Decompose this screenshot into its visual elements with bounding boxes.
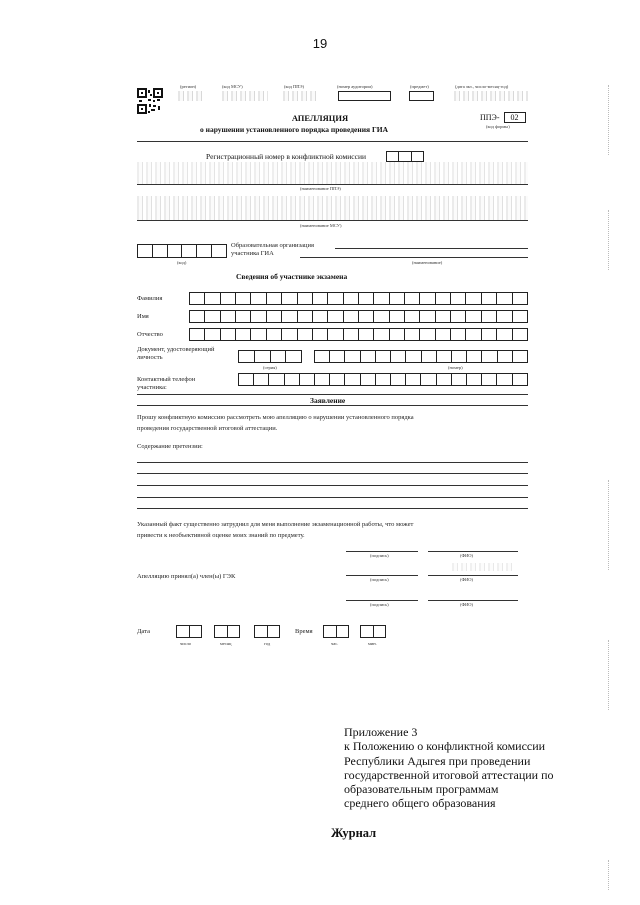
year-caption: год [264, 641, 271, 646]
journal-title: Журнал [331, 826, 377, 840]
claim-line[interactable] [137, 508, 528, 509]
msu-name-field[interactable] [137, 196, 528, 220]
org-label-line2: участника ГИА [231, 250, 274, 257]
signature-caption: (подпись) [370, 602, 389, 607]
appendix-line: Приложение 3 [344, 725, 418, 739]
name-cells[interactable] [189, 310, 528, 323]
scan-mark [608, 210, 611, 270]
minute-caption: мин. [368, 641, 377, 646]
time-hour-cells[interactable] [323, 625, 349, 638]
number-caption: (номер) [448, 365, 463, 370]
hour-caption: час. [331, 641, 339, 646]
room-number-caption: (номер аудитории) [337, 84, 373, 89]
series-caption: (серия) [263, 365, 277, 370]
appendix-line: среднего общего образования [344, 796, 496, 811]
region-caption: (регион) [180, 84, 197, 89]
org-name-line[interactable] [335, 248, 528, 249]
ppe-name-field[interactable] [137, 162, 528, 184]
org-name-caption: (наименование) [412, 260, 443, 265]
form-title: АПЕЛЛЯЦИЯ [291, 113, 349, 123]
participant-fio-line[interactable] [428, 551, 518, 552]
form-code-caption: (код формы) [486, 124, 510, 129]
appendix-line: к Положению о конфликтной комиссии [344, 739, 546, 754]
day-caption: число [180, 641, 192, 646]
claim-label: Содержание претензии: [137, 443, 203, 450]
exam-date-caption: (дата экз., число-месяц-год) [455, 84, 509, 89]
scan-mark [608, 85, 611, 155]
gek-fio-stamp [452, 563, 512, 571]
appendix-line: образовательным программам [344, 782, 499, 797]
msu-code-caption: (код МСУ) [222, 84, 243, 89]
month-caption: месяц [220, 641, 232, 646]
ppe-code-field[interactable] [283, 91, 317, 101]
phone-cells[interactable] [238, 373, 528, 386]
gek-signature-line[interactable] [346, 600, 418, 601]
msu-name-caption: (наименование МСУ) [300, 223, 342, 228]
participant-signature-line[interactable] [346, 551, 418, 552]
scan-mark [608, 860, 611, 890]
appendix-line: государственной итоговой аттестации по [344, 767, 554, 782]
scan-mark [608, 640, 611, 710]
document-series-cells[interactable] [238, 350, 302, 363]
surname-cells[interactable] [189, 292, 528, 305]
registration-number-cells[interactable] [386, 151, 424, 162]
msu-code-field[interactable] [222, 91, 268, 101]
fio-caption: (ФИО) [460, 602, 474, 607]
name-label: Имя [137, 313, 149, 320]
signature-caption: (подпись) [370, 553, 389, 558]
org-label-line1: Образовательная организация [231, 242, 314, 249]
org-name-line[interactable] [300, 257, 528, 258]
patronymic-label: Отчество [137, 331, 163, 338]
participant-heading: Сведения об участнике экзамена [236, 272, 348, 281]
phone-label-line2: участника: [137, 384, 167, 391]
form-code-prefix: ППЭ- [480, 113, 500, 122]
gek-fio-line[interactable] [428, 600, 518, 601]
claim-line[interactable] [137, 485, 528, 486]
room-number-field[interactable] [338, 91, 391, 101]
fact-line2: привести к необъективной оценке моих знаний по предмету. [137, 532, 305, 539]
signature-caption: (подпись) [370, 577, 389, 582]
gek-fio-line[interactable] [428, 575, 518, 576]
surname-label: Фамилия [137, 295, 163, 302]
statement-line2: проведения государственной итоговой аттестации. [137, 425, 278, 432]
subject-field[interactable] [409, 91, 434, 101]
page-number: 19 [312, 36, 328, 51]
document-number-cells[interactable] [314, 350, 528, 363]
appendix-line: Республики Адыгея при проведении [344, 753, 531, 768]
divider [137, 184, 528, 185]
date-year-cells[interactable] [254, 625, 280, 638]
divider [137, 405, 528, 406]
accepted-label: Апелляцию принял(а) член(ы) ГЭК [137, 573, 236, 580]
statement-heading: Заявление [310, 396, 346, 405]
org-code-caption: (код) [177, 260, 187, 265]
ppe-code-caption: (код ППЭ) [284, 84, 304, 89]
ppe-name-caption: (наименование ППЭ) [300, 186, 341, 191]
exam-date-field[interactable] [454, 91, 528, 101]
appendix-block [344, 725, 584, 811]
qr-code-icon [137, 88, 163, 114]
claim-line[interactable] [137, 462, 528, 463]
gek-signature-line[interactable] [346, 575, 418, 576]
statement-line1: Прошу конфликтную комиссию рассмотреть мою апелляцию о нарушении установленного порядка [137, 414, 414, 421]
org-code-cells[interactable] [137, 244, 227, 258]
form-code [480, 112, 526, 123]
subject-caption: (предмет) [410, 84, 429, 89]
fio-caption: (ФИО) [460, 577, 474, 582]
time-label: Время [295, 628, 313, 635]
region-field[interactable] [178, 91, 204, 101]
document-label-line1: Документ, удостоверяющий [137, 346, 215, 353]
claim-line[interactable] [137, 473, 528, 474]
divider [137, 394, 528, 395]
fio-caption: (ФИО) [460, 553, 474, 558]
phone-label-line1: Контактный телефон [137, 376, 196, 383]
form-code-value: 02 [504, 112, 526, 123]
patronymic-cells[interactable] [189, 328, 528, 341]
form-subtitle: о нарушении установленного порядка проведения ГИА [200, 125, 388, 134]
divider [137, 220, 528, 221]
time-minute-cells[interactable] [360, 625, 386, 638]
document-label-line2: личность [137, 354, 163, 361]
date-day-cells[interactable] [176, 625, 202, 638]
divider [137, 141, 528, 142]
claim-line[interactable] [137, 497, 528, 498]
scan-mark [608, 480, 611, 570]
date-month-cells[interactable] [214, 625, 240, 638]
date-label: Дата [137, 628, 150, 635]
registration-label: Регистрационный номер в конфликтной комиссии [206, 152, 366, 161]
fact-line1: Указанный факт существенно затруднил для меня выполнение экзаменационной работы, что может [137, 521, 414, 528]
